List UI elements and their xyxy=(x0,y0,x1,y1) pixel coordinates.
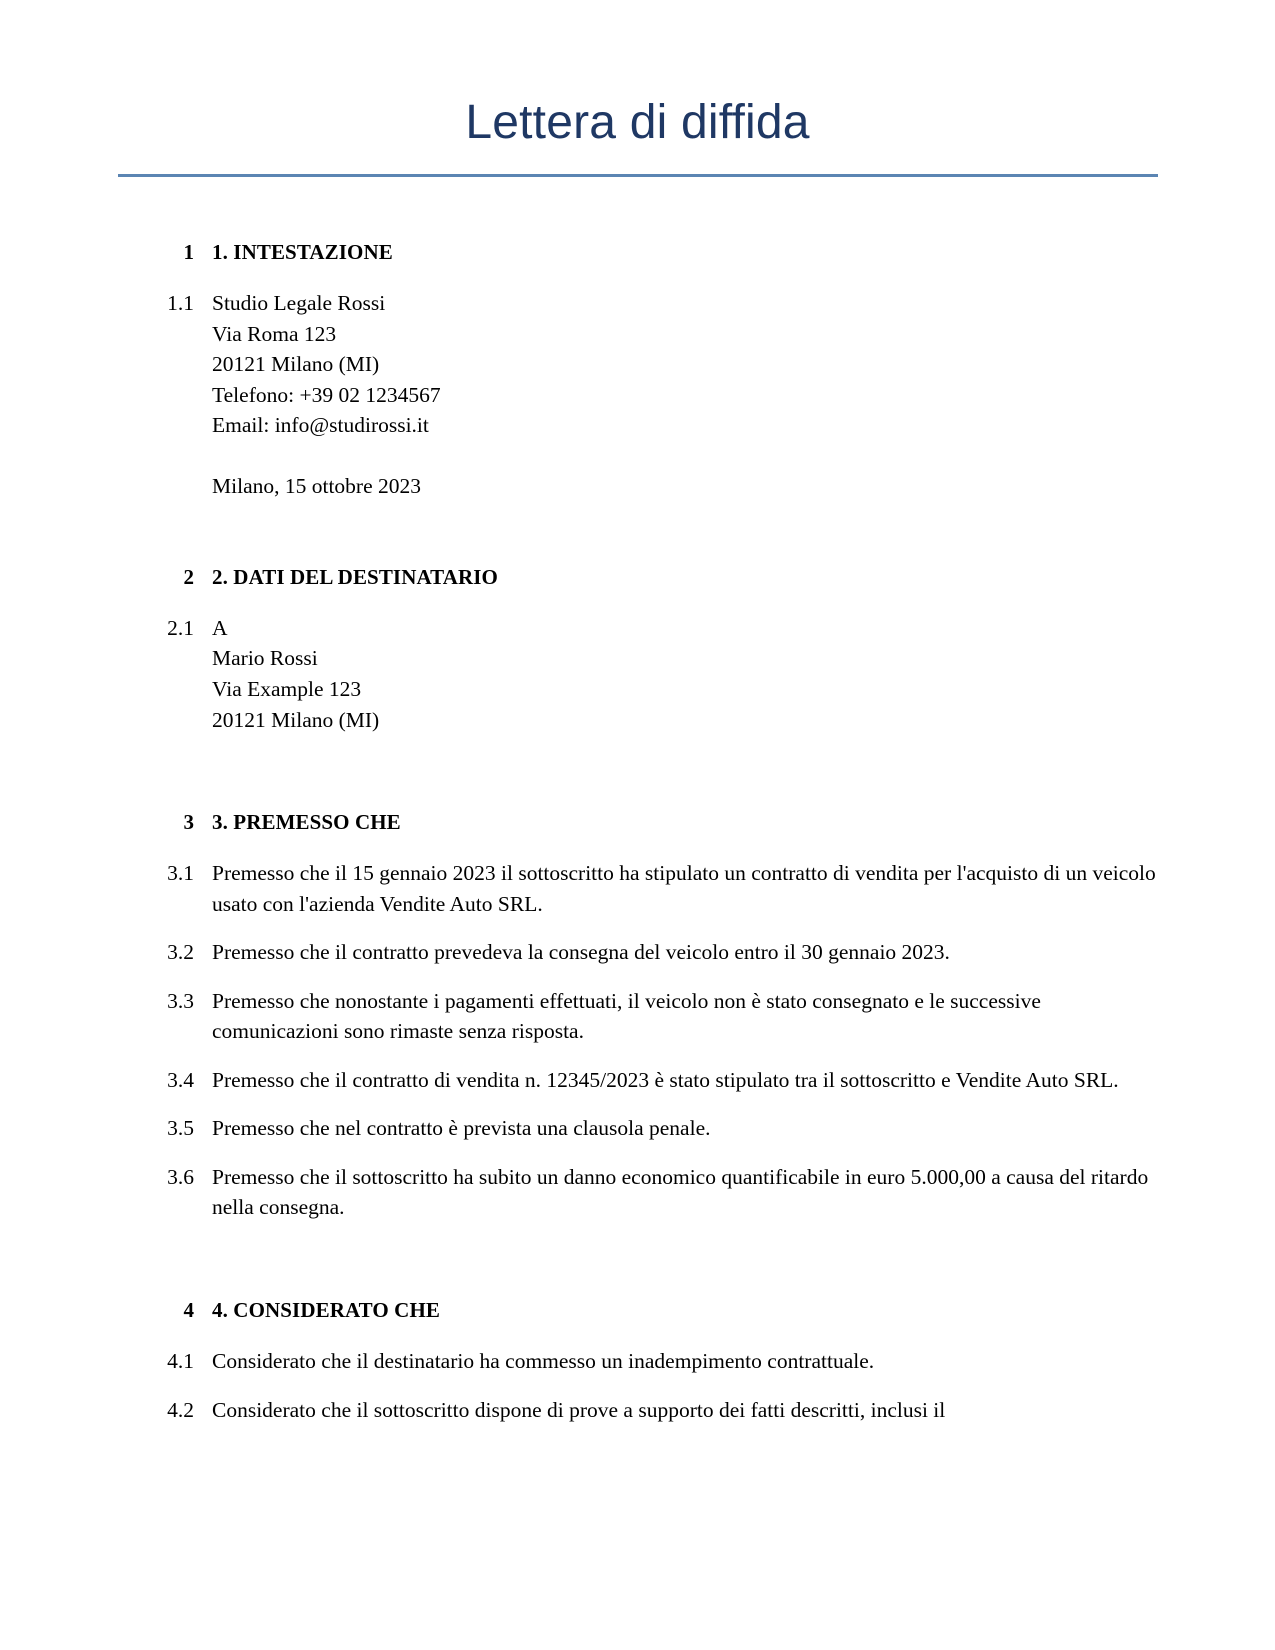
paragraph-text-2-1 xyxy=(212,613,1157,735)
section-heading-text-4: 4. CONSIDERATO CHE xyxy=(212,1297,440,1322)
paragraph-3-4 xyxy=(148,1065,1157,1096)
address-line: Studio Legale Rossi xyxy=(212,291,386,316)
title-divider xyxy=(118,174,1158,177)
recipient-line: 20121 Milano (MI) xyxy=(212,707,380,732)
spacer xyxy=(148,266,1157,288)
section-heading-3 xyxy=(148,809,1157,836)
spacer xyxy=(148,1377,1157,1395)
section-2 xyxy=(148,564,1157,735)
spacer xyxy=(148,502,1157,564)
spacer xyxy=(148,735,1157,809)
section-3 xyxy=(148,809,1157,1223)
paragraph-text-3-3: Premesso che nonostante i pagamenti effettuati, il veicolo non è stato consegnato e le successive comunicazioni sono rimaste senza risposta. xyxy=(212,988,1041,1044)
paragraph-number-4-1: 4.1 xyxy=(167,1349,194,1374)
spacer xyxy=(148,836,1157,858)
paragraph-number-1-1: 1.1 xyxy=(167,291,194,316)
paragraph-number-3-6: 3.6 xyxy=(167,1164,194,1189)
spacer xyxy=(148,919,1157,937)
section-number-2: 2 xyxy=(183,564,194,589)
spacer xyxy=(148,1324,1157,1346)
section-number-1: 1 xyxy=(183,239,194,264)
paragraph-text-3-4: Premesso che il contratto di vendita n. 12345/2023 è stato stipulato tra il sottoscritto e Vendite Auto SRL. xyxy=(212,1067,1119,1092)
paragraph-3-1 xyxy=(148,858,1157,919)
recipient-line: Via Example 123 xyxy=(212,676,362,701)
paragraph-text-4-1: Considerato che il destinatario ha commesso un inadempimento contrattuale. xyxy=(212,1349,875,1374)
address-line: Telefono: +39 02 1234567 xyxy=(212,382,441,407)
paragraph-4-2 xyxy=(148,1395,1157,1426)
paragraph-text-3-2: Premesso che il contratto prevedeva la consegna del veicolo entro il 30 gennaio 2023. xyxy=(212,940,950,965)
spacer xyxy=(148,1223,1157,1297)
section-heading-4 xyxy=(148,1297,1157,1324)
paragraph-number-3-4: 3.4 xyxy=(167,1067,194,1092)
paragraph-text-3-5: Premesso che nel contratto è prevista una clausola penale. xyxy=(212,1116,711,1141)
spacer xyxy=(148,1095,1157,1113)
recipient-line: A xyxy=(212,615,228,640)
recipient-line: Mario Rossi xyxy=(212,646,318,671)
paragraph-text-3-6: Premesso che il sottoscritto ha subito un danno economico quantificabile in euro 5.000,00 a causa del ritardo nella consegna. xyxy=(212,1164,1149,1220)
section-number-4: 4 xyxy=(183,1297,194,1322)
blank-line xyxy=(212,441,1157,472)
section-heading-2 xyxy=(148,564,1157,591)
address-line: Email: info@studirossi.it xyxy=(212,413,429,438)
section-heading-1 xyxy=(148,239,1157,266)
spacer xyxy=(148,1047,1157,1065)
section-number-3: 3 xyxy=(183,810,194,835)
address-line: 20121 Milano (MI) xyxy=(212,352,380,377)
section-1 xyxy=(148,239,1157,502)
spacer xyxy=(148,1144,1157,1162)
paragraph-2-1 xyxy=(148,613,1157,735)
paragraph-4-1 xyxy=(148,1346,1157,1377)
spacer xyxy=(148,591,1157,613)
paragraph-3-3 xyxy=(148,986,1157,1047)
date-line: Milano, 15 ottobre 2023 xyxy=(212,474,422,499)
section-heading-text-1: 1. INTESTAZIONE xyxy=(212,239,393,264)
paragraph-number-4-2: 4.2 xyxy=(167,1397,194,1422)
document-body xyxy=(0,239,1275,1426)
paragraph-number-3-1: 3.1 xyxy=(167,861,194,886)
paragraph-text-3-1: Premesso che il 15 gennaio 2023 il sottoscritto ha stipulato un contratto di vendita per l'acquisto di un veicolo usato con l'azienda Vendite Auto SRL. xyxy=(212,861,1156,916)
paragraph-number-3-2: 3.2 xyxy=(167,940,194,965)
paragraph-text-4-2: Considerato che il sottoscritto dispone di prove a supporto dei fatti descritti, inclusi il xyxy=(212,1397,946,1422)
section-4 xyxy=(148,1297,1157,1425)
paragraph-number-3-3: 3.3 xyxy=(167,988,194,1013)
page-title: Lettera di diffida xyxy=(465,96,810,149)
section-heading-text-2: 2. DATI DEL DESTINATARIO xyxy=(212,564,498,589)
paragraph-3-2 xyxy=(148,937,1157,968)
paragraph-number-3-5: 3.5 xyxy=(167,1116,194,1141)
paragraph-1-1 xyxy=(148,288,1157,502)
paragraph-text-1-1 xyxy=(212,288,1157,502)
paragraph-3-6 xyxy=(148,1162,1157,1223)
paragraph-number-2-1: 2.1 xyxy=(167,615,194,640)
paragraph-3-5 xyxy=(148,1113,1157,1144)
spacer xyxy=(148,968,1157,986)
section-heading-text-3: 3. PREMESSO CHE xyxy=(212,810,401,835)
address-line: Via Roma 123 xyxy=(212,321,337,346)
